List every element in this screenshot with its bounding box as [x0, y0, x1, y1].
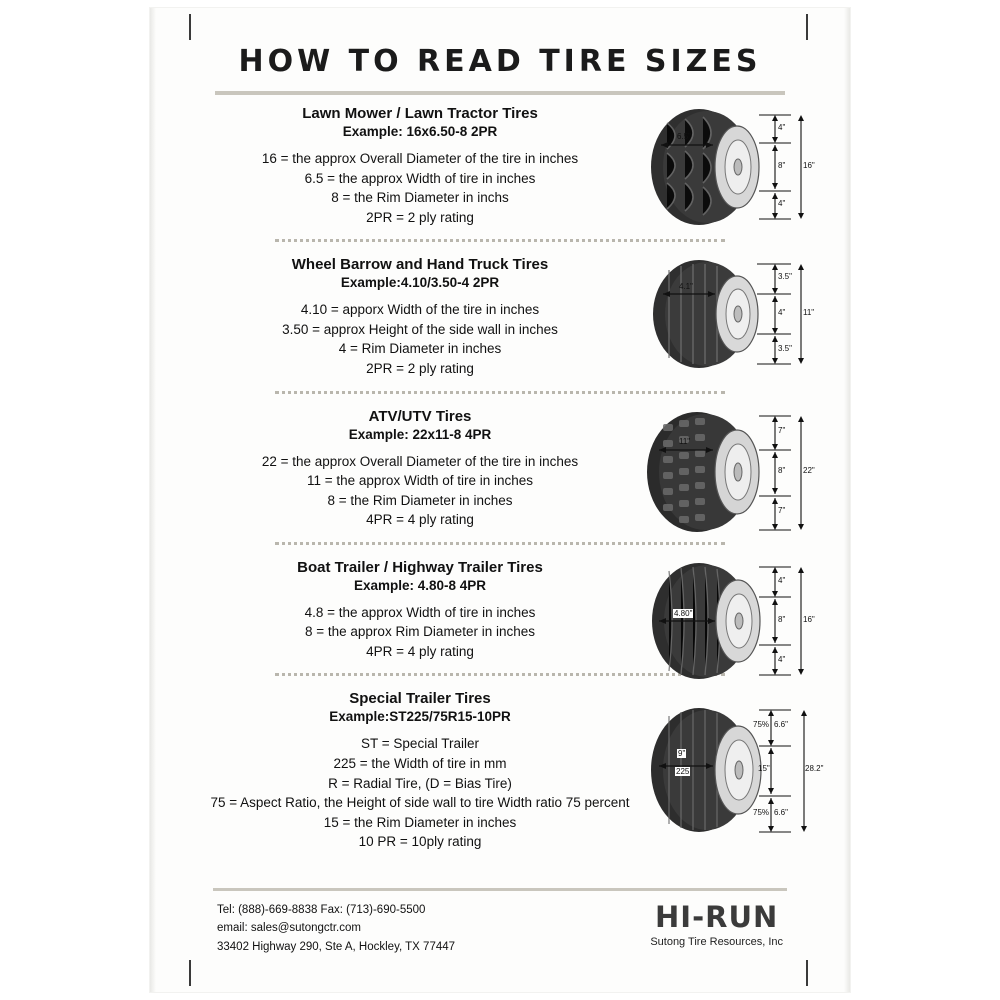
- spec-line: 4.8 = the approx Width of tire in inches: [304, 604, 536, 620]
- section-heading: Special Trailer Tires: [349, 690, 491, 708]
- section-atv-utv: [195, 404, 815, 532]
- contact-info: [217, 901, 455, 956]
- spec-line: 16 = the approx Overall Diameter of the tire in inches: [261, 151, 579, 166]
- spec-line: 2PR = 2 ply rating: [366, 209, 474, 225]
- dim-sidewall-bottom: 3.5": [778, 344, 792, 354]
- section-example: Example: 4.80-8 4PR: [353, 577, 487, 593]
- title-divider: [215, 91, 785, 95]
- spec-line: 8 = the Rim Diameter in inches: [327, 492, 513, 508]
- section-example: Example: 22x11-8 4PR: [348, 426, 492, 442]
- spec-line: ST = Special Trailer: [361, 736, 479, 752]
- dim-width-label: 4.80": [674, 608, 693, 618]
- dim-sidewall-top: 4": [778, 575, 786, 585]
- page-title: HOW TO READ TIRE SIZES: [238, 44, 762, 79]
- dim-rim: 15": [758, 764, 770, 774]
- dim-rim: 8": [778, 161, 786, 170]
- dim-overall: 22": [803, 465, 815, 475]
- dim-width-label: 6.5": [677, 132, 691, 141]
- section-separator: [275, 391, 725, 394]
- tire-illustration: [641, 408, 811, 538]
- spec-line: 6.5 = the approx Width of tire in inches: [304, 170, 536, 186]
- dim-overall: 16": [803, 614, 815, 624]
- crop-mark-bottom-left-v: [189, 960, 191, 986]
- dim-sidewall-bottom: 7": [778, 505, 786, 515]
- section-example: Example:4.10/3.50-4 2PR: [340, 275, 500, 291]
- section-separator: [275, 239, 725, 242]
- brand-subtitle: Sutong Tire Resources, Inc: [650, 936, 783, 948]
- section-wheel-barrow: [195, 252, 815, 380]
- spec-line: 3.50 = approx Height of the side wall in inches: [282, 321, 558, 337]
- dim-sidewall-top: 7": [778, 425, 786, 435]
- tire-illustration: [641, 559, 811, 687]
- dim-width-label: 9": [678, 749, 686, 759]
- section-boat-trailer: [195, 555, 815, 664]
- paper-edge-right: [844, 8, 850, 992]
- section-special-trailer: [195, 686, 824, 853]
- dim-sidewall-top-inches: 6.6": [774, 720, 788, 730]
- crop-mark-top-left-v: [189, 14, 191, 40]
- spec-line: 4PR = 4 ply rating: [366, 643, 474, 659]
- dim-sidewall-top: 4": [778, 123, 786, 132]
- crop-mark-bottom-right-v: [806, 960, 808, 986]
- brand-name: HI-RUN: [655, 900, 779, 934]
- contact-address: 33402 Highway 290, Ste A, Hockley, TX 77447: [217, 940, 456, 953]
- spec-line: 8 = the approx Rim Diameter in inches: [305, 624, 535, 640]
- section-lawn-mower: [195, 101, 815, 229]
- footer: [195, 888, 805, 956]
- spec-line: 225 = the Width of tire in mm: [333, 756, 507, 771]
- section-heading: Boat Trailer / Highway Trailer Tires: [297, 558, 543, 576]
- tire-diagram-wheel-barrow: [641, 256, 815, 374]
- brand-logo: [650, 901, 783, 948]
- paper-edge-left: [150, 8, 156, 992]
- spec-line: 11 = the approx Width of tire in inches: [307, 473, 533, 489]
- dim-overall: 16": [803, 161, 815, 170]
- dim-rim: 8": [778, 614, 786, 624]
- document-body: [195, 30, 824, 854]
- dim-sidewall-bottom: 4": [778, 654, 786, 664]
- contact-tel: Tel: (888)-669-8838 Fax: (713)-690-5500: [217, 904, 426, 916]
- tire-diagram-lawn-mower: [641, 105, 815, 233]
- dim-sidewall-top-percent: 75%: [753, 720, 770, 730]
- spec-line: 15 = the Rim Diameter in inches: [323, 814, 517, 830]
- dim-rim: 4": [778, 308, 786, 318]
- spec-line: 22 = the approx Overall Diameter of the tire in inches: [261, 453, 579, 469]
- spec-line: R = Radial Tire, (D = Bias Tire): [328, 775, 512, 791]
- dim-width-label: 4.1": [679, 282, 693, 292]
- dim-sidewall-bottom: 4": [778, 199, 786, 208]
- tire-diagram-boat-trailer: [641, 559, 815, 687]
- spec-line: 4PR = 4 ply rating: [366, 512, 474, 528]
- dim-rim: 8": [778, 465, 786, 475]
- section-separator: [275, 542, 725, 545]
- section-heading: ATV/UTV Tires: [368, 407, 472, 425]
- footer-divider: [213, 888, 787, 891]
- spec-line: 75 = Aspect Ratio, the Height of side wall to tire Width ratio 75 percent: [210, 795, 630, 811]
- section-heading: Lawn Mower / Lawn Tractor Tires: [302, 105, 538, 122]
- contact-email: email: sales@sutongctr.com: [217, 922, 361, 935]
- dim-overall: 11": [803, 308, 815, 318]
- tire-diagram-special-trailer: [641, 704, 824, 840]
- spec-line: 8 = the Rim Diameter in inchs: [331, 190, 509, 206]
- dim-overall: 28.2": [805, 764, 824, 774]
- dim-sidewall-bottom-percent: 75%: [753, 808, 770, 818]
- section-example: Example: 16x6.50-8 2PR: [342, 124, 498, 139]
- spec-line: 4.10 = apporx Width of the tire in inches: [300, 302, 540, 318]
- spec-line: 4 = Rim Diameter in inches: [338, 341, 502, 357]
- crop-mark-top-right-v: [806, 14, 808, 40]
- section-heading: Wheel Barrow and Hand Truck Tires: [291, 256, 549, 274]
- spec-line: 2PR = 2 ply rating: [366, 360, 474, 376]
- dim-width-label: 11": [679, 436, 691, 446]
- section-example: Example:ST225/75R15-10PR: [329, 709, 511, 725]
- dim-sidewall-top: 3.5": [778, 272, 792, 282]
- dim-width-label-mm: 225: [676, 767, 690, 777]
- tire-diagram-atv-utv: [641, 408, 815, 538]
- spec-line: 10 PR = 10ply rating: [358, 834, 482, 850]
- dim-sidewall-bottom-inches: 6.6": [774, 808, 788, 818]
- tire-illustration: [641, 105, 811, 233]
